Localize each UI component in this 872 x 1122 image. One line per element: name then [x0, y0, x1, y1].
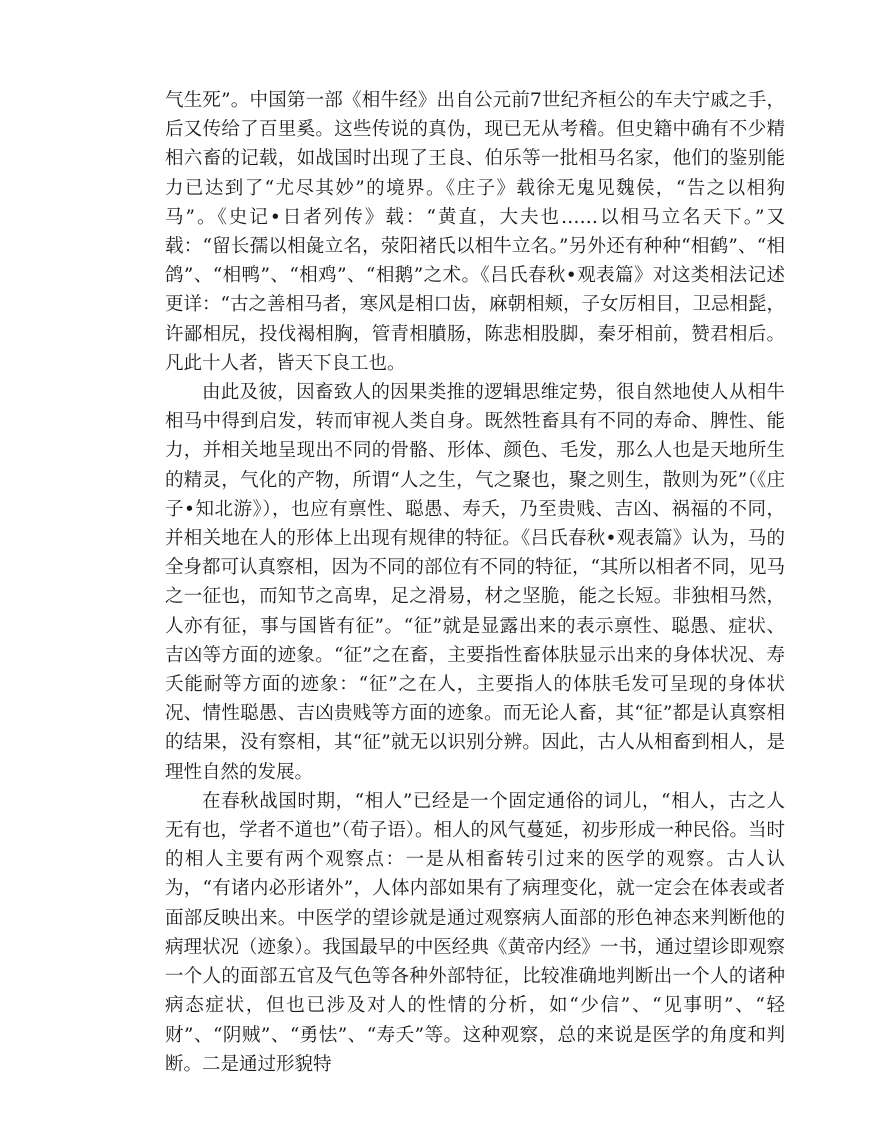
paragraph-1: 气生死”。中国第一部《相牛经》出自公元前7世纪齐桓公的车夫宁戚之手，后又传给了百里奚。这些传说的真伪，现已无从考稽。但史籍中确有不少精相六畜的记载，如战国时出现了王良、伯乐等一批相马名家，他们的鉴别能力已达到了“尤尽其妙”的境界。《庄子》载徐无鬼见魏侯，“告之以相狗马”。《史记•日者列传》载：“黄直，大夫也……以相马立名天下。”又载：“留长孺以相彘立名，荥阳褚氏以相牛立名。”另外还有种种“相鹤”、“相鸽”、“相鸭”、“相鸡”、“相鹅”之术。《吕氏春秋•观表篇》对这类相法记述更详：“古之善相马者，寒风是相口齿，麻朝相颊，子女厉相目，卫忌相髭，许鄙相尻，投伐褐相胸，管青相膹肠，陈悲相股脚，秦牙相前，赞君相后。凡此十人者，皆天下良工也。	[165, 90, 785, 374]
paragraph-3: 在春秋战国时期，“相人”已经是一个固定通俗的词儿，“相人，古之人无有也，学者不道也”（荀子语）。相人的风气蔓延，初步形成一种民俗。当时的相人主要有两个观察点：一是从相畜转引过来的医学的观察。古人认为，“有诸内必形诸外”，人体内部如果有了病理变化，就一定会在体表或者面部反映出来。中医学的望诊就是通过观察病人面部的形色神态来判断他的病理状况（迹象）。我国最早的中医经典《黄帝内经》一书，通过望诊即观察一个人的面部五官及气色等各种外部特征，比较准确地判断出一个人的诸种病态症状，但也已涉及对人的性情的分析，如“少信”、“见事明”、“轻财”、“阴贼”、“勇怯”、“寿夭”等。这种观察，总的来说是医学的角度和判断。二是通过形貌特	[165, 790, 785, 1075]
document-body	[165, 86, 785, 1079]
paragraph-2: 由此及彼，因畜致人的因果类推的逻辑思维定势，很自然地使人从相牛相马中得到启发，转而审视人类自身。既然牲畜具有不同的寿命、脾性、能力，并相关地呈现出不同的骨骼、形体、颜色、毛发，那么人也是天地所生的精灵，气化的产物，所谓“人之生，气之聚也，聚之则生，散则为死”（《庄子•知北游》），也应有禀性、聪愚、寿夭，乃至贵贱、吉凶、祸福的不同，并相关地在人的形体上出现有规律的特征。《吕氏春秋•观表篇》认为，马的全身都可认真察相，因为不同的部位有不同的特征，“其所以相者不同，见马之一征也，而知节之高卑，足之滑易，材之坚脆，能之长短。非独相马然，人亦有征，事与国皆有征”。“征”就是显露出来的表示禀性、聪愚、症状、吉凶等方面的迹象。“征”之在畜，主要指性畜体肤显示出来的身体状况、寿夭能耐等方面的迹象：“征”之在人，主要指人的体肤毛发可呈现的身体状况、情性聪愚、吉凶贵贱等方面的迹象。而无论人畜，其“征”都是认真察相的结果，没有察相，其“征”就无以识别分辨。因此，古人从相畜到相人，是理性自然的发展。	[165, 382, 785, 783]
